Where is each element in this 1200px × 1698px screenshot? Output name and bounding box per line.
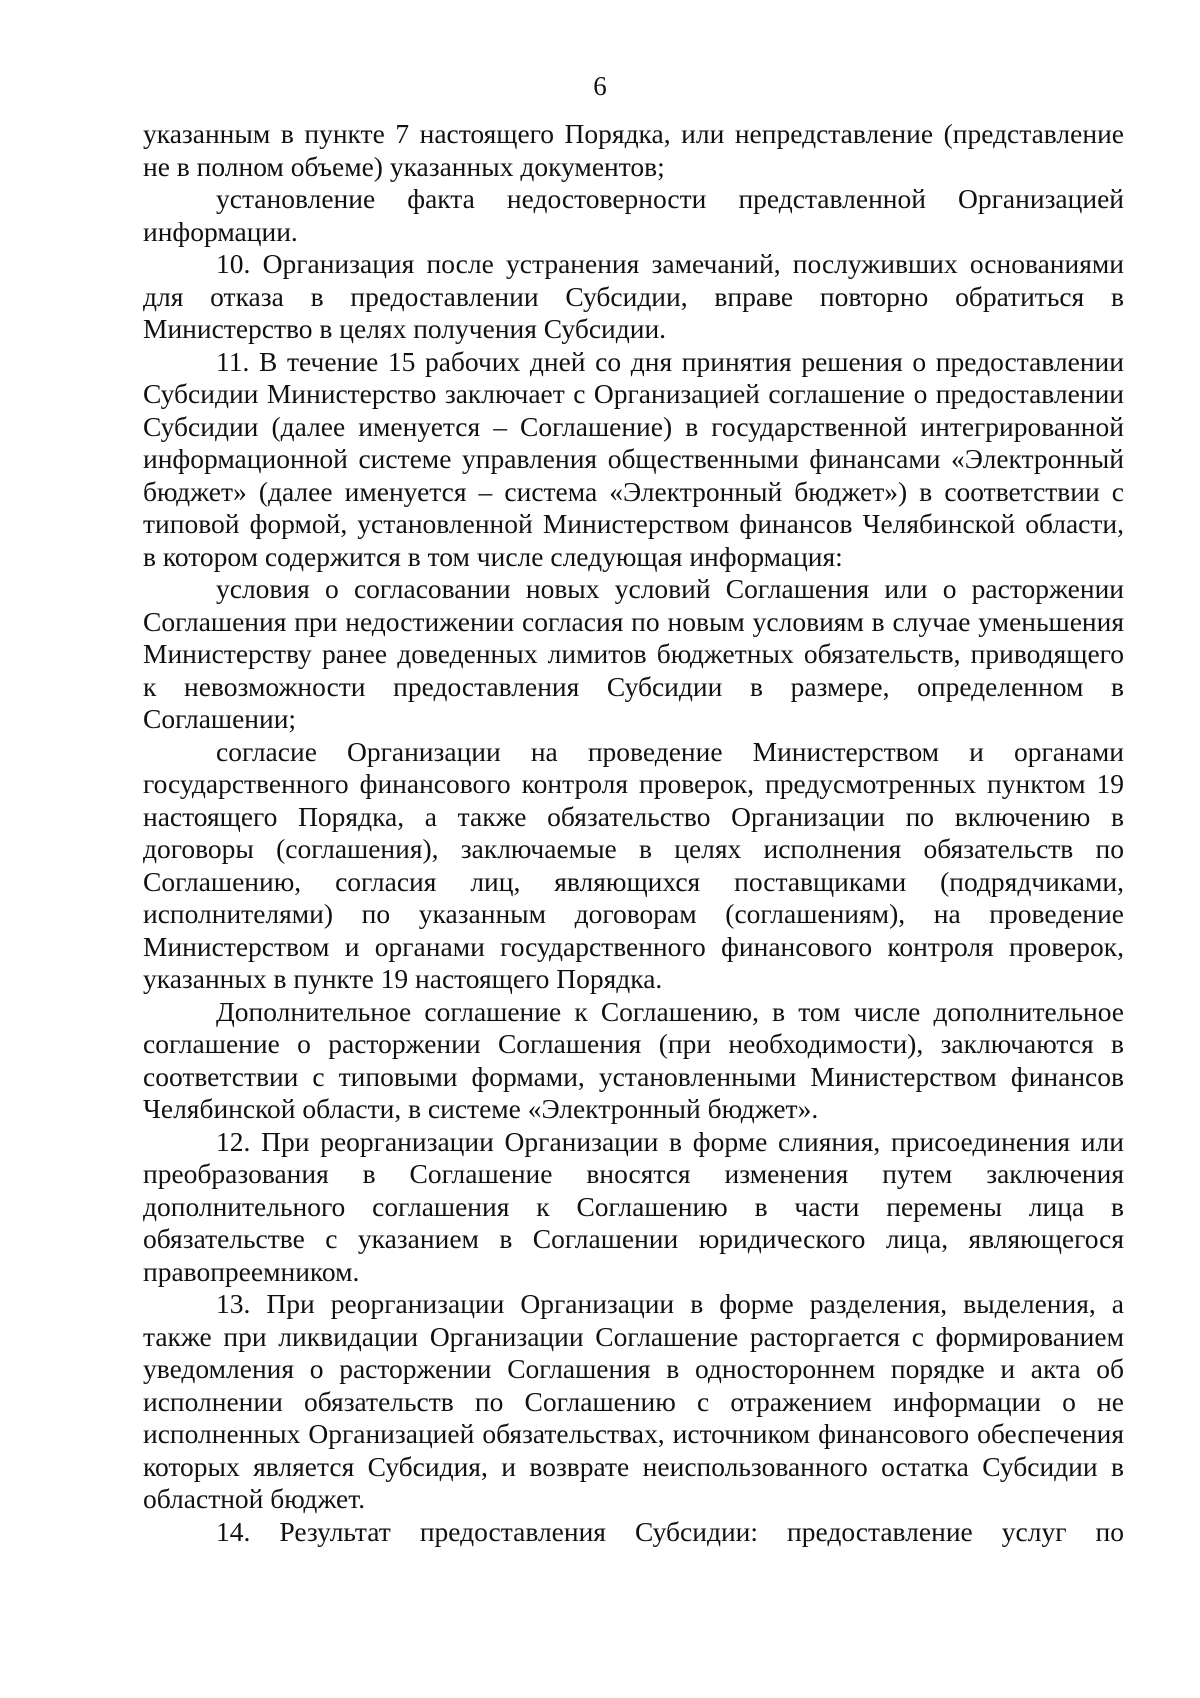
paragraph-additional-agreement: Дополнительное соглашение к Соглашению, в том числе дополнительное соглашение о расторжении Соглашения (при необходимости), заключаются в соответствии с типовыми формами, установленными Министерством финансов Челябинской области, в системе «Электронный бюджет». — [143, 995, 1124, 1124]
paragraph-item-10: 10. Организация после устранения замечаний, послуживших основаниями для отказа в предоставлении Субсидии, вправе повторно обратиться в Министерство в целях получения Субсидии. — [143, 248, 1124, 344]
paragraph-item-11: 11. В течение 15 рабочих дней со дня принятия решения о предоставлении Субсидии Министерство заключает с Организацией соглашение о предоставлении Субсидии (далее именуется – Соглашение) в государственной интегрированной информационной системе управления общественными финансами «Электронный бюджет» (далее именуется – система «Электронный бюджет») в соответствии с типовой формой, установленной Министерством финансов Челябинской области, в котором содержится в том числе следующая информация: — [143, 345, 1124, 572]
paragraph-agreement-conditions: условия о согласовании новых условий Соглашения или о расторжении Соглашения при недостижении согласия по новым условиям в случае уменьшения Министерству ранее доведенных лимитов бюджетных обязательств, приводящего к невозможности предоставления Субсидии в размере, определенном в Соглашении; — [143, 573, 1124, 734]
page-number: 6 — [593, 71, 607, 101]
paragraph-continuation-documents: указанным в пункте 7 настоящего Порядка, или непредставление (представление не в полном объеме) указанных документов; — [143, 118, 1124, 182]
document-body — [143, 118, 1124, 1548]
paragraph-item-13: 13. При реорганизации Организации в форме разделения, выделения, а также при ликвидации Организации Соглашение расторгается с формированием уведомления о расторжении Соглашения в одностороннем порядке и акта об исполнении обязательств по Соглашению с отражением информации о не исполненных Организацией обязательствах, источником финансового обеспечения которых является Субсидия, и возврате неиспользованного остатка Субсидии в областной бюджет. — [143, 1288, 1124, 1514]
paragraph-item-14: 14. Результат предоставления Субсидии: предоставление услуг по — [216, 1515, 1124, 1547]
paragraph-false-information: установление факта недостоверности представленной Организацией информации. — [143, 183, 1124, 247]
paragraph-item-12: 12. При реорганизации Организации в форме слияния, присоединения или преобразования в Соглашение вносятся изменения путем заключения дополнительного соглашения к Соглашению в части перемены лица в обязательстве с указанием в Соглашении юридического лица, являющегося правопреемником. — [143, 1125, 1124, 1287]
paragraph-organization-consent: согласие Организации на проведение Министерством и органами государственного финансового контроля проверок, предусмотренных пунктом 19 настоящего Порядка, а также обязательство Организации по включению в договоры (соглашения), заключаемые в целях исполнения обязательств по Соглашению, согласия лиц, являющихся поставщиками (подрядчиками, исполнителями) по указанным договорам (соглашениям), на проведение Министерством и органами государственного финансового контроля проверок, указанных в пункте 19 настоящего Порядка. — [143, 735, 1124, 994]
